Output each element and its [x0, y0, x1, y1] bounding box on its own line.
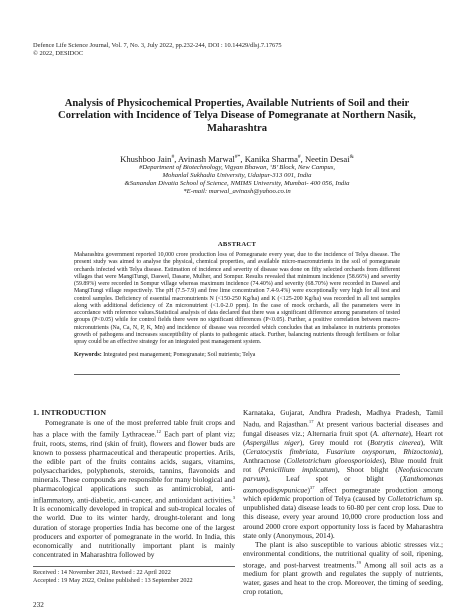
affiliation-line: Mohanlal Sukhadia University, Udaipur-313 001, India: [162, 172, 312, 180]
abstract-text: Maharashtra government reported 10,000 crore production loss of Pomegranate every year, due to the incidence of Telya disease. The present study was aimed to analyse the physical, chemical properties, and available micro-macronutrients in the soil of pomegranate orchards infected with Telya disease. Estimation of incidence and severity of disease was done on fifty selected orchards from different villages that were MangiTungi, Daswel, Dasane, Mulher, and Sompur. Results revealed that minimum incidence (58.66%) and severity (59.89%) were recorded in Sompur village whereas maximum incidence (74.40%) and severity (68.70%) were recorded in Daswel and MangiTungi village respectively. The pH (7.5-7.9) and free lime concentration 7.4-9.4%) were exceptionally very high for all test and control samples. Deficiency of essential macronutrients N (<150-250 Kg/ha) and K (<125-200 Kg/ha) was recorded in all test samples along with additional deficiency of Zn micronutrient (<1.0-2.0 ppm). In the case of mock orchards, all the parameters were in accordance with reference values.Statistical analysis of data declared that there was a significant difference among parameters of tested groups (P<0.05) while for control fields there were no significant differences (P<0.05). Further, a positive correlation between macro-micronutrients (Na, Ca, N, P, K, Mn) and incidence of disease was recorded which concludes that an imbalance in nutrients promotes growth of pathogens and increases susceptibility of plants to pathogenic attack. Further, balancing nutrients through fertilisers or foliar spray could be an effective strategy for an integrated pest management system.: [74, 252, 400, 345]
abstract-divider: [74, 374, 400, 375]
author-name: Kanika Sharma: [244, 153, 298, 164]
keywords: [74, 352, 400, 359]
journal-citation: Defence Life Science Journal, Vol. 7, No. 3, July 2022, pp.232-244, DOI : 10.14429/dlsj.7.17675: [33, 42, 282, 49]
affiliation-line: #Department of Biotechnology, Vigyan Bhawan, ‘B’ Block, New Campus,: [138, 164, 335, 171]
author-name: Avinash Marwal: [178, 153, 235, 164]
intro-paragraph-continued: Karnataka, Gujarat, Andhra Pradesh, Madhya Pradesh, Tamil Nadu, and Rajasthan.$^{17}$ At present various bacterial diseases and fungal diseases viz.; Alternaria fruit spot (A. alternate), Heart rot (Aspergillus niger), Grey mould rot (Botrytis cinerea), Wilt (Ceratocystis fimbriata, Fusarium oxysporum, Rhizoctonia), Anthracnose (Colletotrichum gloeosporioides), Blue mould fruit rot (Penicillium implicatum), Shoot blight (Neofusicoccum parvum), Leaf spot or blight (Xanthomonas axanopodispvpunicae)$^{37}$ affect pomegranate production among which epidemic proportion of Telya (caused by Colletotrichum sp. unpublished data) disease leads to 60-80 per cent crop loss. Due to this disease, every year around 10,000 crore production loss and around 2000 crore export opportunity loss is faced by Maharashtra state only (Anonymous, 2014).: [243, 408, 443, 540]
manuscript-dates: [33, 569, 193, 585]
received-revised-dates: Received : 14 November 2021, Revised : 22 April 2022: [33, 569, 171, 576]
paper-title: Analysis of Physicochemical Properties, Available Nutrients of Soil and their Correlation with Incidence of Telya Disease of Pomegranate at Northern Nasik, Maharashtra: [58, 98, 416, 134]
keywords-label: Keywords:: [74, 352, 102, 358]
intro-paragraph: The plant is also susceptible to various abiotic stresses viz.; environmental conditions, the nutritional quality of soil, ripening, storage, and post-harvest treatments.$^{19}$ Among all soil acts as a medium for plant growth and regulates the supply of nutrients, water, gases and heat to the crop. Moreover, the timing of seeding, crop rotation,: [243, 539, 443, 597]
corresponding-email: *E-mail: marwal_avinash@yahoo.co.in: [183, 188, 291, 196]
accepted-published-dates: Accepted : 19 May 2022, Online published : 13 September 2022: [33, 576, 193, 584]
author-name: Khushboo Jain: [120, 153, 172, 164]
journal-header: [33, 42, 282, 58]
intro-paragraph: Pomegranate is one of the most preferred table fruit crops and has a place with the family Lythraceae.$^{12}$ Each part of plant viz; fruit, roots, stems, rind (skin of fruit), flowers and flower buds are known to possess pharmaceutical and therapeutic properties. Arils, the edible part of the fruits contains acids, sugars, vitamins, polysaccharides, polyphenols, steroids, tannins, flavonoids and minerals. These compounds are responsible for many biological and pharmacological applications such as antimicrobial, anti-inflammatory, anti-diabetic, anti-cancer, and antioxidant activities.$^3$ It is economically developed in tropical and sub-tropical locales of the world. Due to its winter hardy, drought-tolerant and long duration of storage properties India has become one of the largest producers and exporter of pomegranate in the world. In India, this economically and nutritionally important plant is mainly concentrated in Maharashtra followed by: [33, 418, 236, 559]
author-affiliation-mark: &: [349, 154, 354, 160]
author-affiliation-mark: #: [171, 154, 175, 160]
author-name: Neetin Desai: [304, 153, 350, 164]
abstract-heading: ABSTRACT: [217, 241, 257, 248]
author-affiliation-mark: #: [297, 154, 301, 160]
author-list: Khushboo Jain#, Avinash Marwal#*, Kanika Sharma#, Neetin Desai&: [120, 153, 354, 164]
section-heading-introduction: 1. INTRODUCTION: [33, 408, 107, 417]
intro-right-column: [243, 408, 443, 596]
footer-divider: [33, 566, 235, 567]
copyright-notice: © 2022, DESIDOC: [33, 50, 84, 58]
affiliation-line: &Sunandan Divatia School of Science, NMIMS University, Mumbai- 400 056, India: [124, 180, 350, 188]
affiliations: [40, 164, 434, 196]
page-number: 232: [33, 601, 44, 609]
author-affiliation-mark: #*: [234, 154, 241, 160]
keywords-text: Integrated pest management; Pomegranate; Soil nutrients; Telya: [101, 352, 256, 358]
intro-left-column: [33, 408, 235, 559]
